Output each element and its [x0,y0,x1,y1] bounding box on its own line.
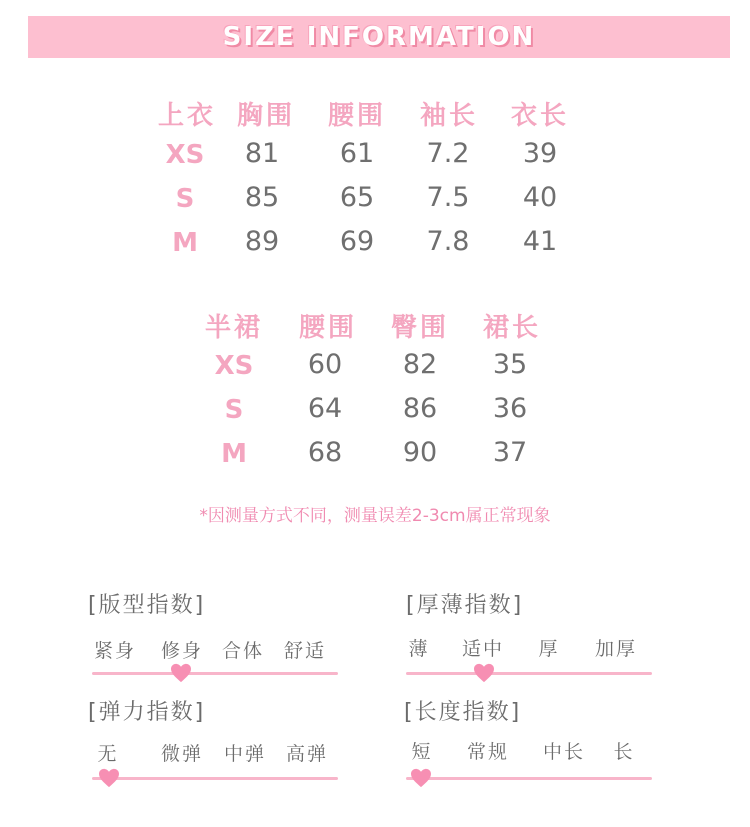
fit-label: 紧身 [93,640,137,662]
fit-scale-line [92,672,338,675]
skirt-cell: 86 [402,393,438,424]
banner-title: SIZE INFORMATION [222,22,536,52]
measurement-note: *因测量方式不同，测量误差2-3cm属正常现象 [199,506,551,526]
stretch-label: 中弹 [223,743,267,765]
stretch-label: 微弹 [160,743,204,765]
stretch-scale-line [92,777,338,780]
tops-cell: 69 [339,226,375,257]
skirt-cell: 82 [402,349,438,380]
tops-header-category: 上衣 [157,101,217,131]
tops-cell: 7.5 [426,182,470,213]
stretch-label: 高弹 [285,743,329,765]
thickness-index-title: [厚薄指数] [406,593,524,618]
heart-icon [410,768,432,788]
tops-header-sleeve: 袖长 [419,101,479,131]
skirt-header-category: 半裙 [204,313,264,343]
tops-cell: 65 [339,182,375,213]
title-banner [28,16,730,58]
tops-cell: 7.2 [426,138,470,169]
thickness-label: 薄 [408,638,430,660]
fit-label: 合体 [221,640,265,662]
thickness-label: 厚 [538,638,560,660]
fit-label: 舒适 [283,640,327,662]
thickness-label: 适中 [461,638,505,660]
skirt-size-label: M [221,439,247,469]
skirt-cell: 68 [307,437,343,468]
skirt-cell: 36 [492,393,528,424]
skirt-header-length: 裙长 [482,313,542,343]
skirt-cell: 90 [402,437,438,468]
length-label: 长 [613,741,635,763]
tops-size-label: M [172,228,198,258]
tops-cell: 81 [244,138,280,169]
stretch-label: 无 [97,743,119,765]
skirt-size-label: S [224,395,244,425]
tops-cell: 85 [244,182,280,213]
skirt-header-waist: 腰围 [298,313,358,343]
heart-icon [98,768,120,788]
length-label: 常规 [466,741,510,763]
tops-cell: 39 [522,138,558,169]
tops-cell: 61 [339,138,375,169]
tops-header-length: 衣长 [510,101,570,131]
heart-icon [170,663,192,683]
thickness-scale-line [406,672,652,675]
tops-cell: 41 [522,226,558,257]
length-index-title: [长度指数] [404,700,522,725]
heart-icon [473,663,495,683]
tops-cell: 7.8 [426,226,470,257]
tops-cell: 40 [522,182,558,213]
tops-size-label: S [175,184,195,214]
length-label: 短 [411,741,433,763]
skirt-cell: 64 [307,393,343,424]
tops-header-waist: 腰围 [327,101,387,131]
length-label: 中长 [542,741,586,763]
tops-cell: 89 [244,226,280,257]
skirt-cell: 35 [492,349,528,380]
tops-header-bust: 胸围 [236,101,296,131]
fit-label: 修身 [160,640,204,662]
stretch-index-title: [弹力指数] [88,700,206,725]
skirt-cell: 37 [492,437,528,468]
skirt-size-label: XS [214,351,254,381]
thickness-label: 加厚 [594,638,638,660]
tops-size-label: XS [165,140,205,170]
length-scale-line [406,777,652,780]
fit-index-title: [版型指数] [88,593,206,618]
skirt-header-hip: 臀围 [390,313,450,343]
skirt-cell: 60 [307,349,343,380]
